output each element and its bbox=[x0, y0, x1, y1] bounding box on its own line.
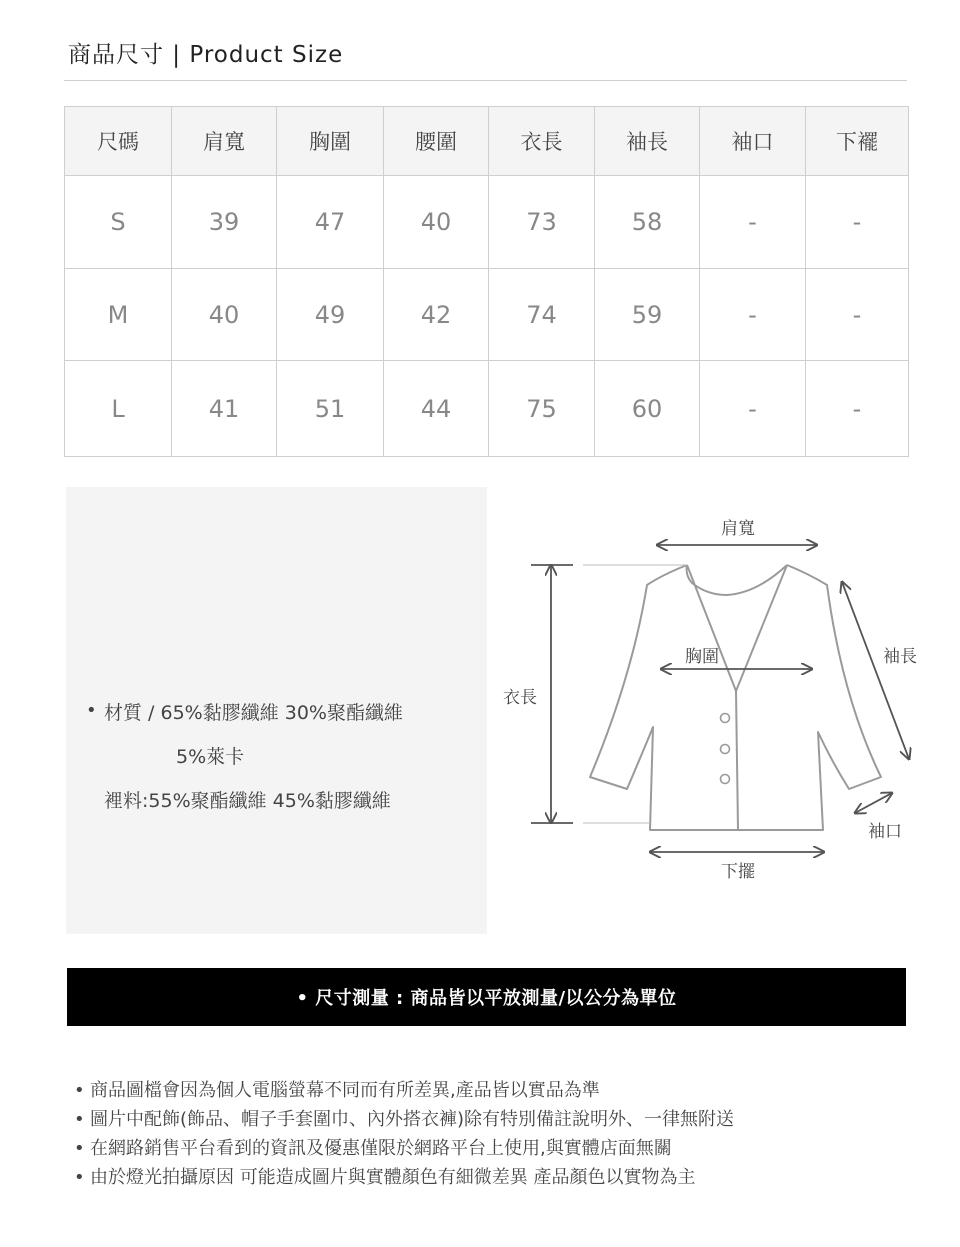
table-row bbox=[65, 269, 909, 361]
table-cell: 41 bbox=[172, 361, 277, 457]
material-line-2: 5%萊卡 bbox=[176, 746, 245, 768]
button-icon bbox=[721, 775, 730, 784]
chest-label: 胸圍 bbox=[685, 647, 719, 667]
table-cell: 60 bbox=[595, 361, 700, 457]
table-cell: - bbox=[806, 361, 909, 457]
table-cell: 44 bbox=[384, 361, 489, 457]
button-icon bbox=[721, 714, 730, 723]
table-cell: 51 bbox=[277, 361, 384, 457]
table-cell: 75 bbox=[489, 361, 595, 457]
note-text: 在網路銷售平台看到的資訊及優惠僅限於網路平台上使用,與實體店面無關 bbox=[90, 1138, 672, 1159]
cuff-label: 袖口 bbox=[868, 822, 902, 842]
table-cell: 40 bbox=[384, 176, 489, 269]
table-cell: 47 bbox=[277, 176, 384, 269]
list-item bbox=[74, 1163, 734, 1192]
col-header: 下襬 bbox=[806, 107, 909, 176]
measurement-note-bar: • 尺寸測量 : 商品皆以平放測量/以公分為單位 bbox=[67, 968, 906, 1026]
list-item bbox=[74, 1076, 734, 1105]
table-cell: 40 bbox=[172, 269, 277, 361]
button-icon bbox=[721, 745, 730, 754]
cuff-arrow bbox=[855, 793, 892, 813]
table-cell: - bbox=[700, 269, 806, 361]
lining-line: 裡料:55%聚酯纖維 45%黏膠纖維 bbox=[104, 790, 391, 812]
table-cell: 74 bbox=[489, 269, 595, 361]
guide-lines bbox=[583, 565, 687, 823]
material-line-1: 材質 / 65%黏膠纖維 30%聚酯纖維 bbox=[104, 702, 403, 724]
buttons bbox=[721, 714, 730, 784]
table-cell: - bbox=[700, 361, 806, 457]
bullet: • bbox=[74, 1167, 85, 1188]
table-cell: 49 bbox=[277, 269, 384, 361]
table-cell: - bbox=[806, 176, 909, 269]
col-header: 腰圍 bbox=[384, 107, 489, 176]
table-cell: - bbox=[700, 176, 806, 269]
col-header: 袖長 bbox=[595, 107, 700, 176]
bullet: • bbox=[74, 1109, 85, 1130]
col-header: 胸圍 bbox=[277, 107, 384, 176]
table-cell: 58 bbox=[595, 176, 700, 269]
col-header: 袖口 bbox=[700, 107, 806, 176]
note-text: 由於燈光拍攝原因 可能造成圖片與實體顏色有細微差異 產品顏色以實物為主 bbox=[90, 1167, 696, 1188]
notes-list bbox=[74, 1076, 734, 1192]
table-cell: 59 bbox=[595, 269, 700, 361]
table-cell: - bbox=[806, 269, 909, 361]
table-row bbox=[65, 176, 909, 269]
table-cell: 42 bbox=[384, 269, 489, 361]
bullet: • bbox=[74, 1138, 85, 1159]
hem-label: 下擺 bbox=[721, 862, 755, 882]
col-header: 肩寬 bbox=[172, 107, 277, 176]
table-cell: 39 bbox=[172, 176, 277, 269]
shoulder-label: 肩寬 bbox=[721, 519, 755, 539]
table-row bbox=[65, 361, 909, 457]
table-header-row bbox=[65, 107, 909, 176]
material-bullet: • bbox=[86, 700, 97, 721]
table-cell: 73 bbox=[489, 176, 595, 269]
size-table bbox=[64, 106, 909, 457]
table-cell: M bbox=[65, 269, 172, 361]
title-divider bbox=[64, 80, 907, 81]
bullet: • bbox=[74, 1080, 85, 1101]
list-item bbox=[74, 1134, 734, 1163]
cardigan-outline bbox=[590, 565, 881, 830]
garment-measurement-diagram bbox=[487, 487, 960, 934]
note-text: 圖片中配飾(飾品、帽子手套圍巾、內外搭衣褲)除有特別備註說明外、一律無附送 bbox=[90, 1109, 735, 1130]
col-header: 尺碼 bbox=[65, 107, 172, 176]
note-text: 商品圖檔會因為個人電腦螢幕不同而有所差異,產品皆以實品為準 bbox=[90, 1080, 600, 1101]
measurement-arrows bbox=[531, 545, 909, 852]
length-label: 衣長 bbox=[503, 688, 537, 708]
table-cell: L bbox=[65, 361, 172, 457]
sleeve-arrow bbox=[842, 582, 909, 759]
list-item bbox=[74, 1105, 734, 1134]
sleeve-label: 袖長 bbox=[883, 647, 917, 667]
table-cell: S bbox=[65, 176, 172, 269]
page-title: 商品尺寸 | Product Size bbox=[68, 42, 344, 68]
col-header: 衣長 bbox=[489, 107, 595, 176]
